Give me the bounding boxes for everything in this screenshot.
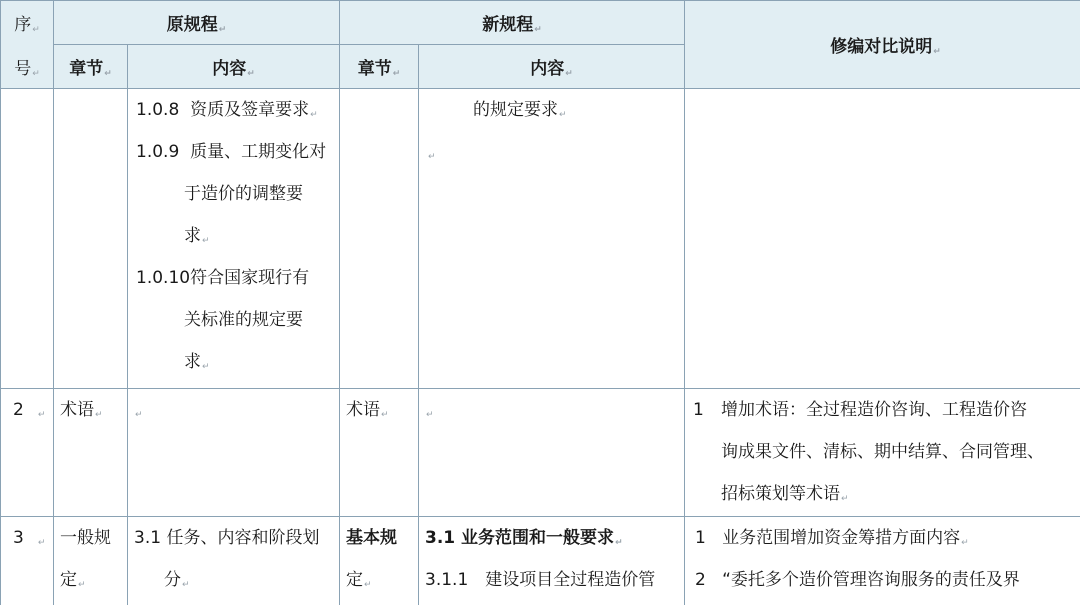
old-chapter-cell	[54, 89, 128, 389]
new-chapter-cell	[340, 89, 419, 389]
old-chapter-header: 章节↵	[54, 45, 128, 89]
new-chapter-cell: 基本规 定↵	[340, 517, 419, 605]
table-row	[1, 389, 1080, 517]
seq-header: 序↵	[1, 1, 54, 45]
seq-header-bottom: 号↵	[1, 45, 54, 89]
old-chapter-cell: 术语↵	[54, 389, 128, 517]
note-cell: 1 增加术语：全过程造价咨询、工程造价咨 询成果文件、清标、期中结算、合同管理、 招标策划等术语↵	[685, 389, 1080, 517]
new-content-cell: 的规定要求↵ ↵	[419, 89, 685, 389]
new-content-cell: ↵	[419, 389, 685, 517]
old-content-cell: 3.1 任务、内容和阶段划 分↵	[128, 517, 340, 605]
new-content-cell: 3.1 业务范围和一般要求↵ 3.1.1 建设项目全过程造价管	[419, 517, 685, 605]
seq-cell: 3 ↵	[1, 517, 54, 605]
new-chapter-header: 章节↵	[340, 45, 419, 89]
old-content-cell: ↵	[128, 389, 340, 517]
old-content-cell: 1.0.8 资质及签章要求↵ 1.0.9 质量、工期变化对 于造价的调整要 求↵ 1.0.10符合国家现行有 关标准的规定要 求↵	[128, 89, 340, 389]
new-chapter-cell: 术语↵	[340, 389, 419, 517]
revision-note-header: 修编对比说明↵	[685, 1, 1080, 89]
seq-cell	[1, 89, 54, 389]
table-row	[1, 517, 1080, 605]
table-row	[1, 89, 1080, 389]
new-content-header: 内容↵	[419, 45, 685, 89]
new-rule-header: 新规程↵	[340, 1, 685, 45]
note-cell: 1 业务范围增加资金筹措方面内容↵ 2 “委托多个造价管理咨询服务的责任及界	[685, 517, 1080, 605]
old-content-header: 内容↵	[128, 45, 340, 89]
old-chapter-cell: 一般规 定↵	[54, 517, 128, 605]
seq-cell: 2 ↵	[1, 389, 54, 517]
old-rule-header: 原规程↵	[54, 1, 340, 45]
note-cell	[685, 89, 1080, 389]
